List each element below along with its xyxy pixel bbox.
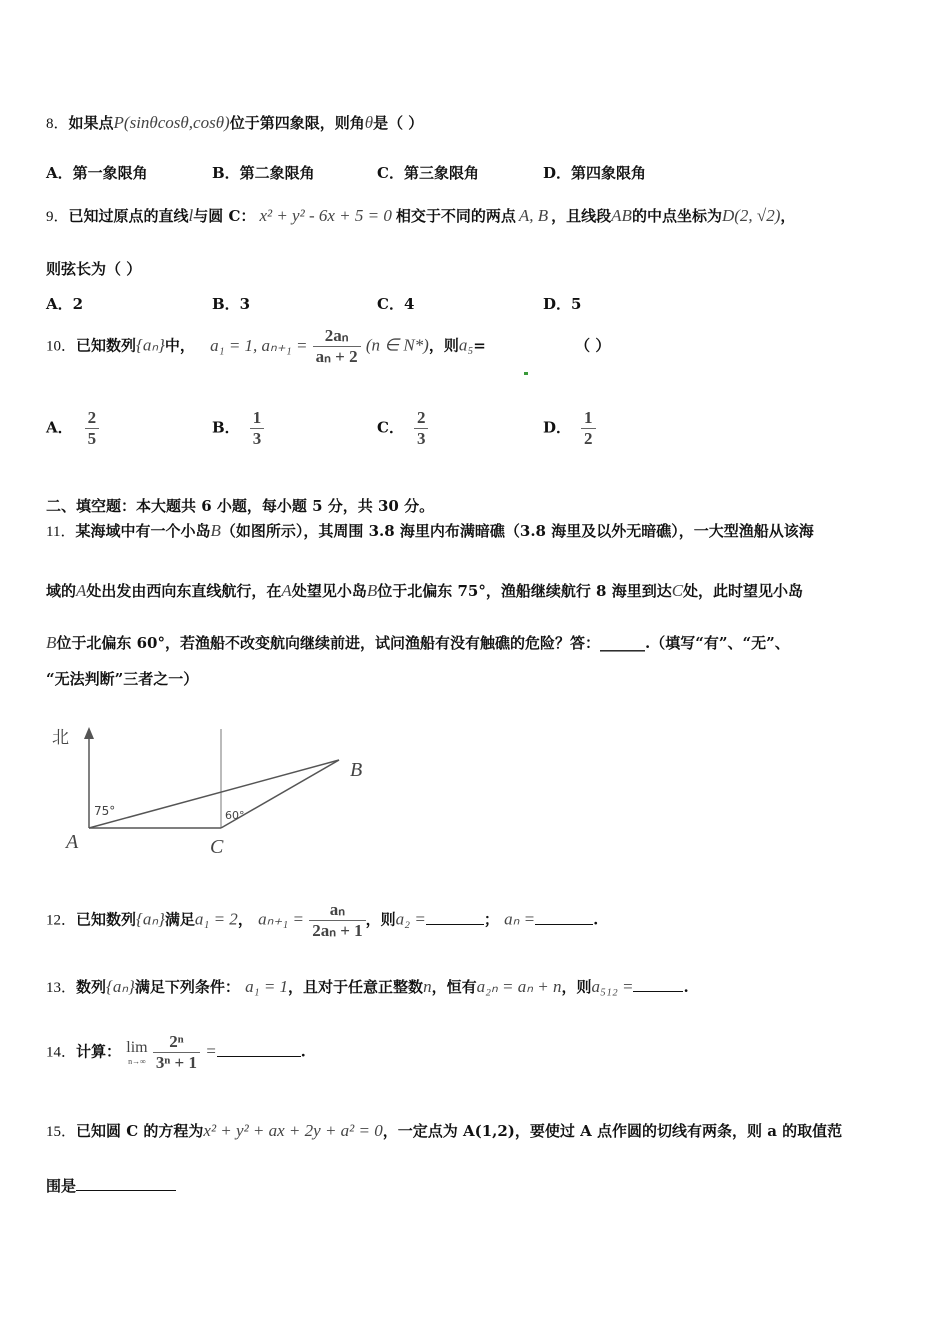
q13-stem: 13．数列{aₙ}满足下列条件： a₁ = 1，且对于任意正整数n，恒有a₂ₙ = aₙ + n，则a₅₁₂ = . [46, 977, 689, 996]
north-arrow-icon [84, 727, 94, 739]
q10-stem: 10．已知数列{aₙ}中， a₁ = 1, aₙ₊₁ = $\frac{\text{2aₙ}}{\text{aₙ + 2}}$ (n ∈ N*)，则a₅= （ ） [46, 326, 611, 366]
q12-stem: 12．已知数列{aₙ}满足a₁ = 2， aₙ₊₁ = $\frac{\text{aₙ}}{\text{2aₙ + 1}}$ ，则a₂ = ； aₙ = . [46, 900, 599, 940]
angle-60-label: 60° [225, 809, 245, 822]
q9-stem: 9．已知过原点的直线l与圆 C： x² + y² - 6x + 5 = 0 相交于不同的两点 A, B ，且线段AB的中点坐标为D(2, √2)， [46, 206, 796, 225]
q8-option-b: B．第二象限角 [212, 164, 315, 182]
q11-line2: 域的A处出发由西向东直线航行，在A处望见小岛B位于北偏东 75°，渔船继续航行 8 海里到达C处，此时望见小岛 [46, 581, 804, 600]
q12-answer-blank-2[interactable] [535, 910, 593, 925]
q10-option-a: A． $\frac{2}{5}$ [46, 408, 99, 449]
q10-fraction: $\frac{\text{2aₙ}}{\text{aₙ + 2}}$ [313, 326, 361, 367]
point-a-label: A [66, 831, 79, 853]
q9-stem-line2: 则弦长为（ ） [46, 260, 142, 278]
q9-option-a: A．2 [46, 295, 84, 313]
q11-line3: B位于北偏东 60°，若渔船不改变航向继续前进，试问渔船有没有触礁的危险？答：______.（填写“有”、“无”、 [46, 633, 790, 652]
q8-option-a: A．第一象限角 [46, 164, 148, 182]
navigation-figure [46, 715, 386, 865]
point-b-label: B [350, 759, 363, 781]
q15-stem-line2: 围是 [46, 1175, 176, 1196]
point-c-label: C [210, 836, 224, 858]
q11-line1: 11．某海域中有一个小岛B（如图所示），其周围 3.8 海里内布满暗礁（3.8 海里及以外无暗礁），一大型渔船从该海 [46, 521, 814, 540]
q13-answer-blank[interactable] [633, 977, 683, 992]
q15-stem: 15．已知圆 C 的方程为x² + y² + ax + 2y + a² = 0，一定点为 A(1,2)，要使过 A 点作圆的切线有两条，则 a 的取值范 [46, 1121, 843, 1140]
q9-option-c: C．4 [377, 295, 415, 313]
segment-ab [89, 760, 339, 828]
q10-option-c: C． $\frac{2}{3}$ [377, 408, 428, 449]
q9-option-d: D．5 [543, 295, 582, 313]
q14-fraction: $\frac{\text{2ⁿ}}{\text{3ⁿ + 1}}$ [153, 1032, 200, 1073]
north-label: 北 [52, 728, 69, 748]
q14-limit: lim n→∞ [126, 1039, 148, 1066]
angle-75-label: 75° [94, 804, 116, 818]
q10-option-b: B． $\frac{1}{3}$ [212, 408, 264, 449]
q8-option-d: D．第四象限角 [543, 164, 647, 182]
section-heading: 二、填空题：本大题共 6 小题，每小题 5 分，共 30 分。 [46, 497, 435, 515]
q11-line4: “无法判断”三者之一） [46, 670, 199, 688]
q9-option-b: B．3 [212, 295, 251, 313]
q10-option-d: D． $\frac{1}{2}$ [543, 408, 596, 449]
green-mark [524, 372, 528, 375]
q15-answer-blank[interactable] [76, 1176, 176, 1191]
q8-stem: 8．如果点P(sinθcosθ,cosθ)位于第四象限，则角θ是（ ） [46, 113, 424, 132]
q12-answer-blank-1[interactable] [426, 910, 484, 925]
q14-stem: 14．计算： lim n→∞ $\frac{\text{2ⁿ}}{\text{3ⁿ + 1}}$ = . [46, 1032, 306, 1072]
q14-answer-blank[interactable] [217, 1042, 301, 1057]
q8-option-c: C．第三象限角 [377, 164, 479, 182]
q12-fraction: $\frac{\text{aₙ}}{\text{2aₙ + 1}}$ [309, 900, 365, 941]
